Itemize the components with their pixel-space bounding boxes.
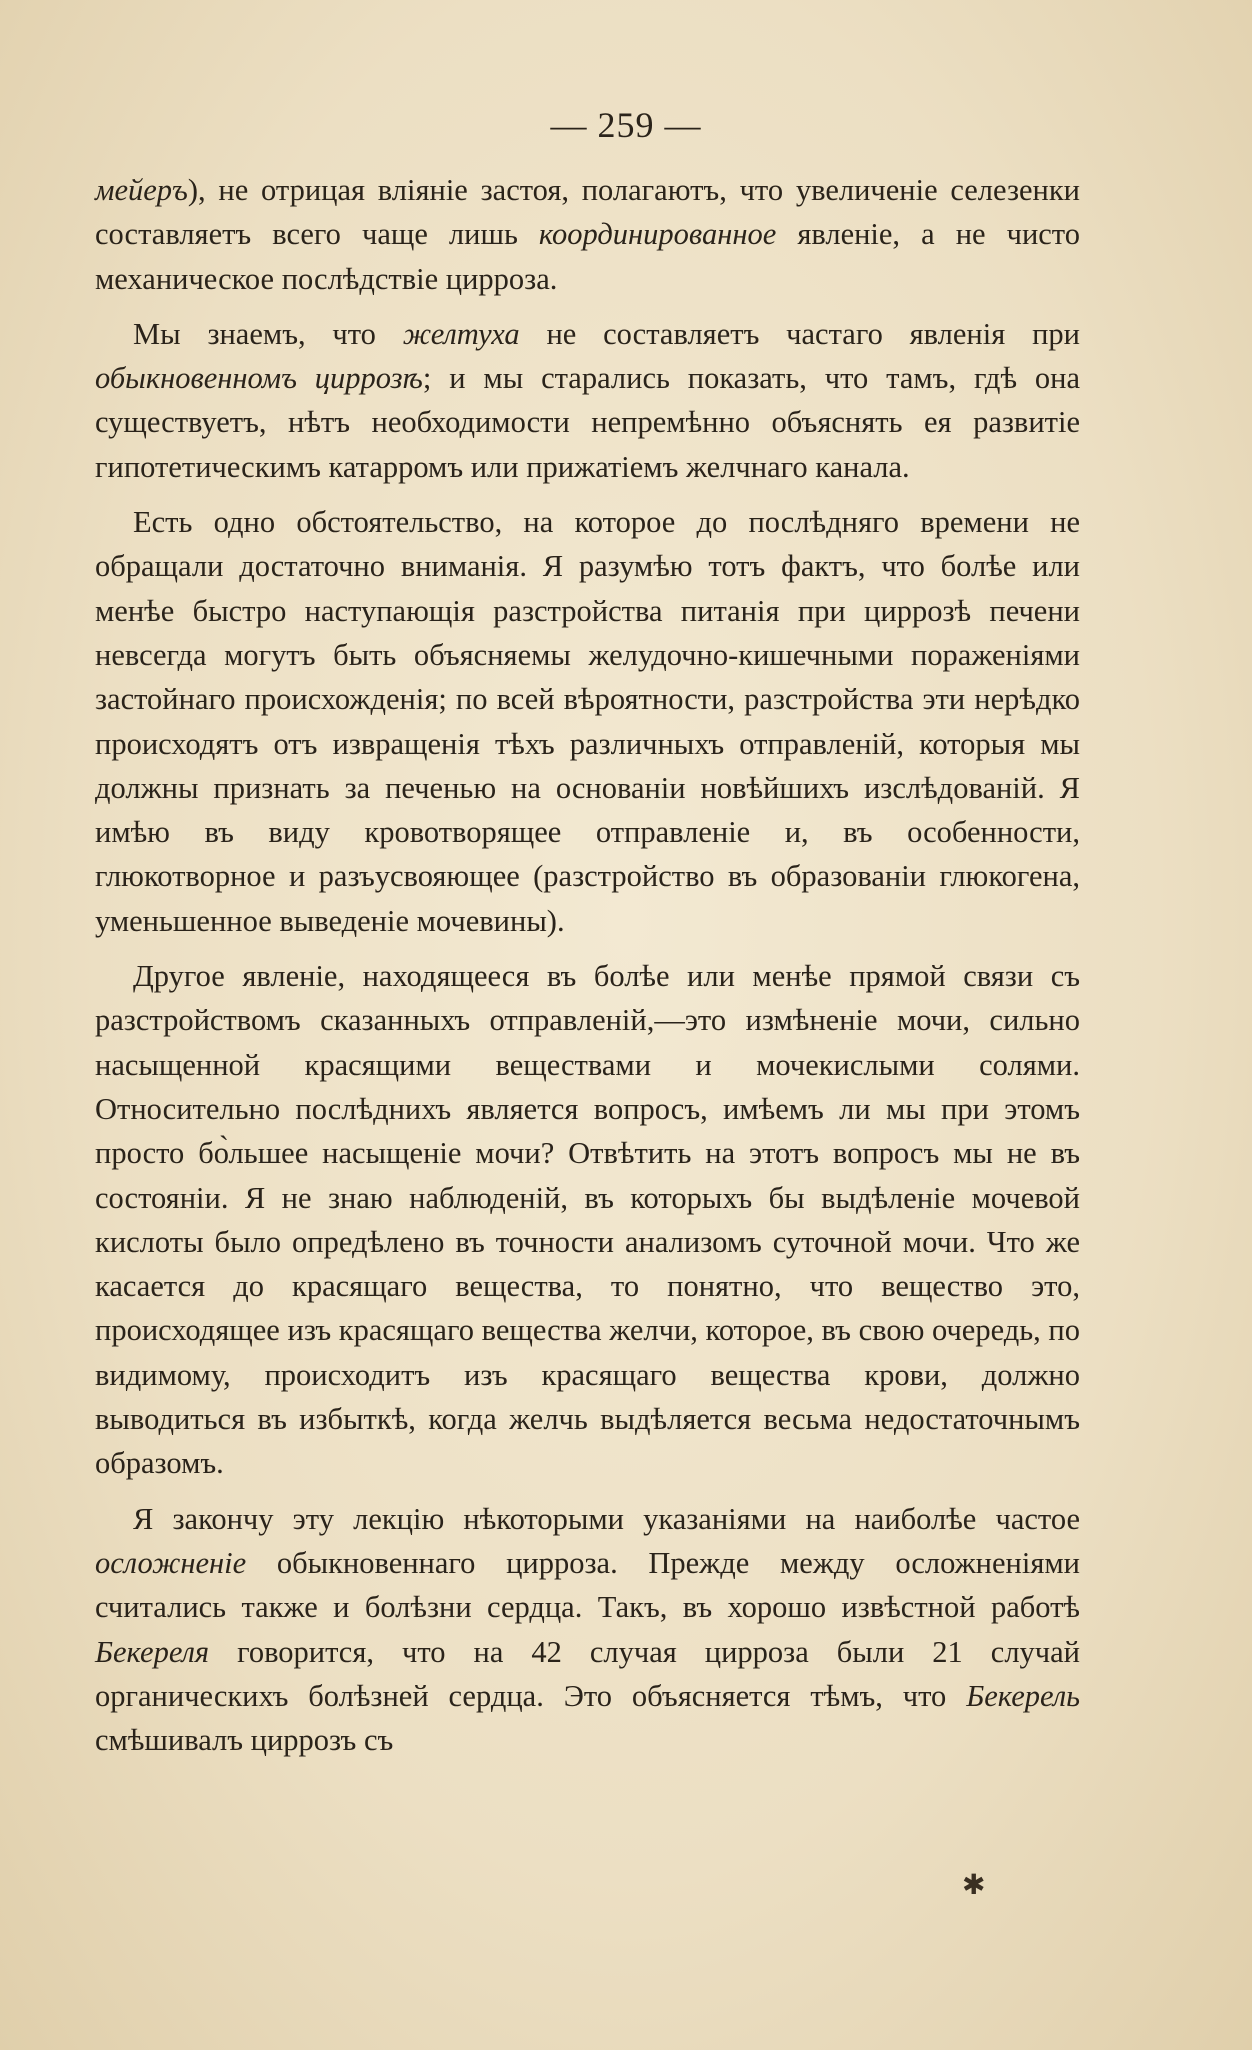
text-run: обыкновеннаго цирроза. Прежде между осложненіями считались также и болѣзни сердца. Такъ, въ хорошо извѣстной работѣ: [95, 1545, 1080, 1625]
italic-text: мейеръ: [95, 173, 188, 207]
paragraph: [95, 1497, 1080, 1763]
italic-text: Бекерель: [966, 1678, 1080, 1713]
text-run: Есть одно обстоятельство, на которое до послѣдняго времени не обращали достаточно вниманія. Я разумѣю тотъ фактъ, что болѣе или менѣе быстро наступающія разстройства питанія при циррозѣ печени невсегда могутъ быть объясняемы желудочно-кишечными пораженіями застойнаго происхожденія; по всей вѣроятности, разстройства эти нерѣдко происходятъ отъ извращенія тѣхъ различныхъ отправленій, которыя мы должны признать за печенью на основаніи новѣйшихъ изслѣдованій. Я имѣю въ виду кровотворящее отправленіе и, въ особенности, глюкотворное и разъусвояющее (разстройство въ образованіи глюкогена, уменьшенное выведеніе мочевины).: [95, 505, 1080, 938]
text-run: ; и мы старались показать, что тамъ, гдѣ она существуетъ, нѣтъ необходимости непремѣнно объяснять ея развитіе гипотетическимъ катарромъ или прижатіемъ желчнаго канала.: [95, 361, 1080, 484]
italic-text: Бекереля: [95, 1634, 210, 1669]
italic-text: осложненіе: [95, 1545, 247, 1580]
paragraph: [95, 312, 1080, 489]
text-run: явленіе, а не чисто механическое послѣдствіе цирроза.: [95, 217, 1080, 296]
italic-text: координированное: [538, 217, 777, 252]
paragraph: [95, 168, 1080, 301]
text-run: Другое явленіе, находящееся въ болѣе или менѣе прямой связи съ разстройствомъ сказанныхъ отправленій,—это измѣненіе мочи, сильно насыщенной красящими веществами и мочекислыми солями. Относительно послѣднихъ является вопросъ, имѣемъ ли мы при этомъ просто бо̀льшее насыщеніе мочи? Отвѣтить на этотъ вопросъ мы не въ состояніи. Я не знаю наблюденій, въ которыхъ бы выдѣленіе мочевой кислоты было опредѣлено въ точности анализомъ суточной мочи. Что же касается до красящаго вещества, то понятно, что вещество это, происходящее изъ красящаго вещества желчи, которое, въ свою очередь, по видимому, происходитъ изъ красящаго вещества крови, должно выводиться въ избыткѣ, когда желчь выдѣляется весьма недостаточнымъ образомъ.: [95, 959, 1080, 1481]
text-run: Мы знаемъ, что: [133, 316, 403, 351]
ink-speck: ✱: [962, 1870, 986, 1901]
paragraph: [95, 500, 1080, 943]
italic-text: желтуха: [402, 316, 520, 351]
text-run: не составляетъ частаго явленія при: [519, 316, 1080, 351]
body-text: [95, 168, 1080, 1762]
text-run: говорится, что на 42 случая цирроза были 21 случай органическихъ болѣзней сердца. Это объясняется тѣмъ, что: [95, 1634, 1080, 1713]
page-number: — 259 —: [550, 105, 702, 145]
text-run: смѣшивалъ циррозъ съ: [95, 1723, 394, 1758]
text-run: ), не отрицая вліяніе застоя, полагаютъ, что увеличеніе селезенки составляетъ всего чаще лишь: [95, 173, 1080, 252]
text-run: Я закончу эту лекцію нѣкоторыми указаніями на наиболѣе частое: [133, 1501, 1080, 1536]
paragraph: [95, 954, 1080, 1486]
italic-text: обыкновенномъ циррозѣ: [95, 361, 423, 396]
